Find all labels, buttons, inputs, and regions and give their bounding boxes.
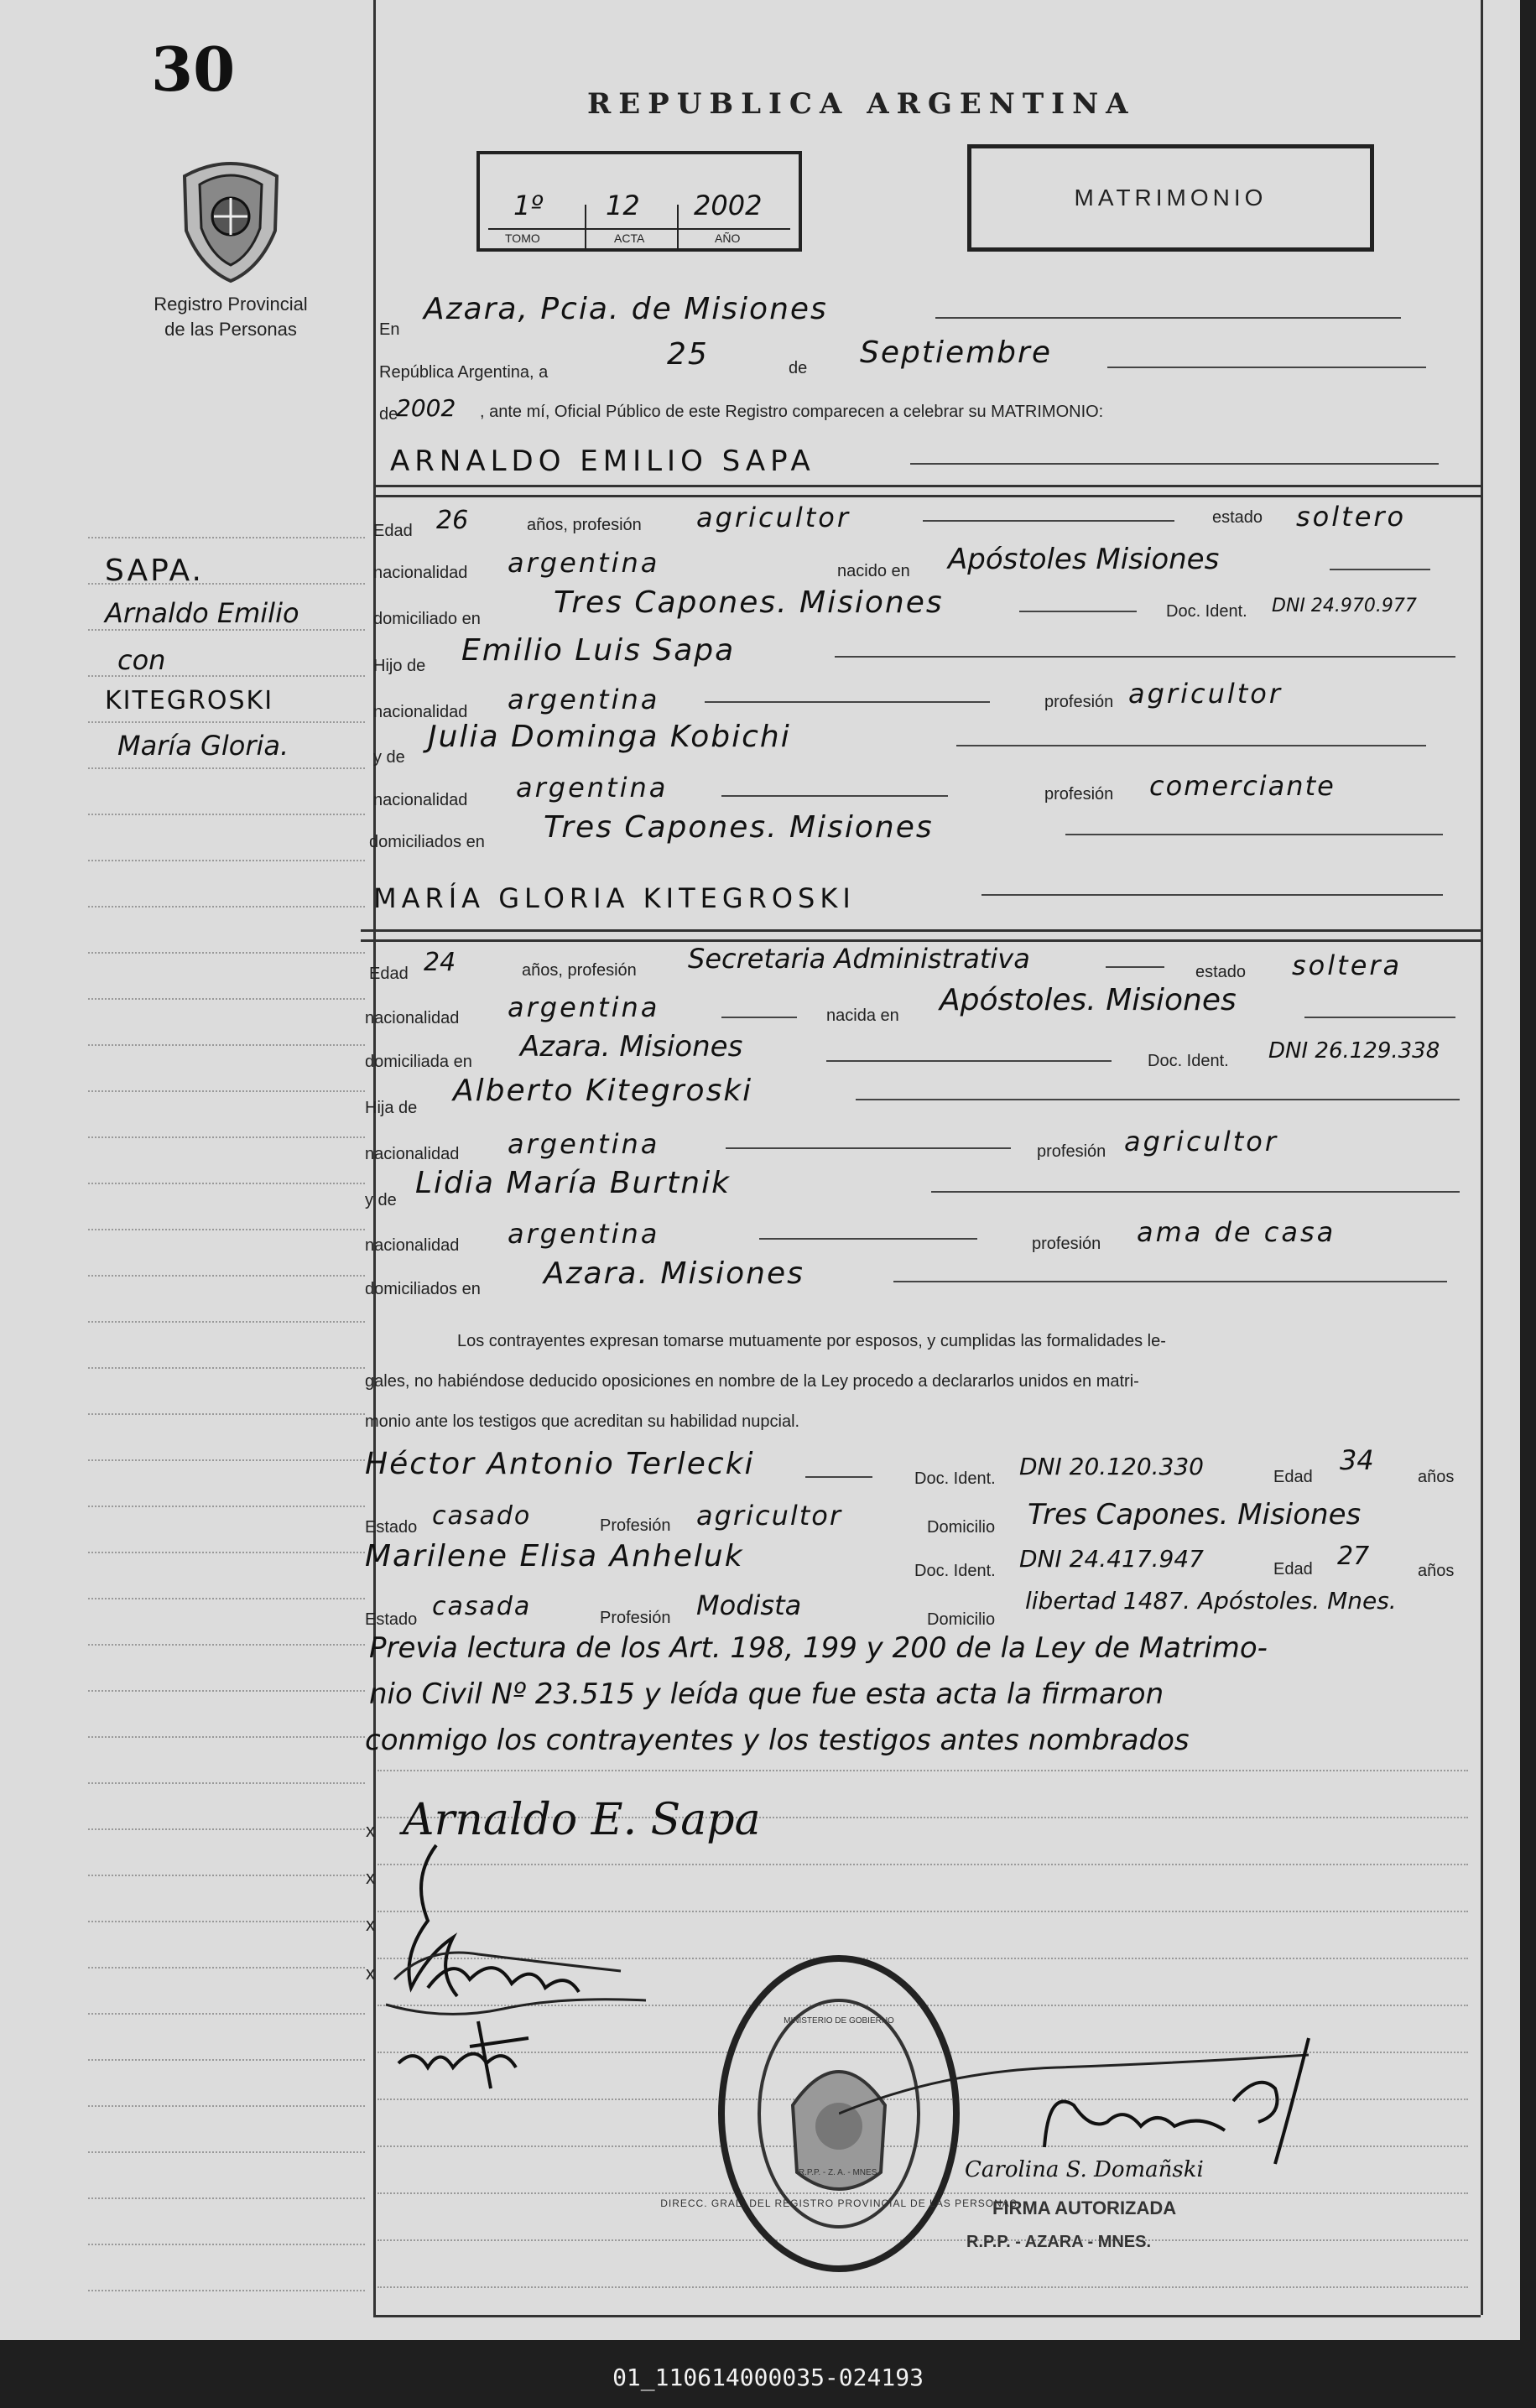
bride-padre-prof: agricultor (1124, 1126, 1279, 1157)
witness2-dom: libertad 1487. Apóstoles. Mnes. (1025, 1587, 1397, 1615)
witness1-doc-label: Doc. Ident. (914, 1469, 996, 1488)
margin-ruled-line (88, 537, 365, 538)
groom-estado: soltero (1296, 501, 1407, 533)
bride-nacida-label: nacida en (826, 1006, 899, 1025)
groom-madre: Julia Dominga Kobichi (428, 720, 791, 754)
registry-crest-icon (176, 151, 285, 285)
groom-doc-label: Doc. Ident. (1166, 602, 1247, 621)
witness2-edad-label: Edad (1273, 1560, 1313, 1578)
tomo-label: TOMO (505, 231, 540, 245)
bride-doc: DNI 26.129.338 (1268, 1038, 1440, 1064)
body-ruled-line (377, 2286, 1468, 2288)
witness1-name: Héctor Antonio Terlecki (365, 1447, 755, 1481)
margin-ruled-line (88, 1921, 365, 1922)
margin-ruled-line (88, 1598, 365, 1599)
groom-dom: Tres Capones. Misiones (554, 585, 944, 620)
declaration-line3: monio ante los testigos que acreditan su habilidad nupcial. (365, 1412, 800, 1431)
margin-note-line: KITEGROSKI (105, 686, 274, 715)
country-title: REPUBLICA ARGENTINA (587, 87, 1136, 121)
closing-line2: nio Civil Nº 23.515 y leída que fue esta acta la firmaron (369, 1677, 1164, 1711)
margin-ruled-line (88, 1183, 365, 1184)
bride-dom-padres-label: domiciliados en (365, 1280, 481, 1298)
margin-note-line: María Gloria. (117, 730, 289, 762)
margin-ruled-line (88, 1044, 365, 1046)
record-number-box (476, 151, 802, 252)
intro-text: , ante mí, Oficial Público de este Registro comparecen a celebrar su MATRIMONIO: (480, 403, 1104, 421)
margin-ruled-line (88, 1736, 365, 1738)
year-prefix: de (379, 405, 398, 424)
bride-madre-nac: argentina (508, 1218, 660, 1250)
witness1-prof: agricultor (696, 1500, 843, 1532)
bride-profesion: Secretaria Administrativa (688, 943, 1030, 975)
year-value: 2002 (396, 394, 456, 422)
signature-mark: x (366, 1914, 375, 1935)
groom-madre-prof: comerciante (1149, 770, 1336, 802)
record-type-box (967, 144, 1374, 252)
witness1-doc: DNI 20.120.330 (1019, 1453, 1204, 1480)
groom-dom-padres-label: domiciliados en (369, 833, 485, 851)
margin-ruled-line (88, 1967, 365, 1969)
bride-madre-prof-label: profesión (1032, 1235, 1101, 1253)
bride-yde-label: y de (365, 1191, 397, 1209)
bride-edad-label: Edad (369, 965, 409, 983)
margin-ruled-line (88, 1367, 365, 1369)
groom-padre-nac-label: nacionalidad (373, 703, 468, 721)
bride-padre: Alberto Kitegroski (453, 1074, 753, 1108)
office-label: R.P.P. - AZARA - MNES. (966, 2233, 1152, 2251)
margin-ruled-line (88, 860, 365, 861)
groom-nac-label: nacionalidad (373, 564, 468, 582)
footer-id: 01_110614000035-024193 (612, 2364, 924, 2391)
place-value: Azara, Pcia. de Misiones (424, 292, 828, 326)
bride-madre: Lidia María Burtnik (415, 1166, 731, 1200)
acta-value: 12 (606, 190, 640, 221)
groom-hijo-label: Hijo de (373, 657, 426, 675)
margin-note-line: con (117, 644, 166, 676)
margin-note-line: Arnaldo Emilio (105, 597, 299, 629)
de-label: de (789, 359, 808, 377)
bride-dom-padres: Azara. Misiones (544, 1256, 804, 1291)
margin-ruled-line (88, 1690, 365, 1692)
margin-note-line: SAPA. (105, 554, 204, 588)
witness2-dom-label: Domicilio (927, 1610, 996, 1629)
body-ruled-line (377, 1770, 1468, 1771)
bride-dom-label: domiciliada en (365, 1053, 472, 1071)
bride-nacida: Apóstoles. Misiones (940, 983, 1237, 1017)
declaration-line1: Los contrayentes expresan tomarse mutuamente por esposos, y cumplidas las formalidades le- (457, 1332, 1166, 1350)
witness1-anos-label: años (1418, 1468, 1455, 1486)
margin-ruled-line (88, 906, 365, 908)
bride-name: MARÍA GLORIA KITEGROSKI (373, 882, 856, 914)
groom-anos-label: años, profesión (527, 516, 642, 534)
groom-nac: argentina (508, 547, 660, 579)
margin-ruled-line (88, 2059, 365, 2061)
closing-line3: conmigo los contrayentes y los testigos antes nombrados (365, 1724, 1190, 1757)
acta-label: ACTA (614, 231, 645, 245)
witness1-edad: 34 (1340, 1444, 1374, 1476)
margin-ruled-line (88, 629, 365, 631)
bride-anos-label: años, profesión (522, 961, 637, 980)
bride-nac-label: nacionalidad (365, 1009, 460, 1027)
bride-edad: 24 (424, 948, 456, 977)
signature-mark: x (366, 1820, 375, 1841)
republica-label: República Argentina, a (379, 363, 549, 382)
ano-label: AÑO (715, 231, 741, 245)
stamp-inner: MINISTERIO DE GOBIERNO (784, 2016, 894, 2026)
page-number: 30 (151, 34, 236, 105)
witness2-doc: DNI 24.417.947 (1019, 1545, 1204, 1573)
witness2-anos-label: años (1418, 1562, 1455, 1580)
margin-ruled-line (88, 2290, 365, 2291)
margin-ruled-line (88, 721, 365, 723)
registry-label-line1: Registro Provincial (154, 294, 308, 315)
groom-madre-prof-label: profesión (1044, 785, 1114, 804)
month-value: Septiembre (860, 335, 1052, 370)
groom-padre: Emilio Luis Sapa (461, 633, 736, 668)
margin-ruled-line (88, 767, 365, 769)
witness-signatures (377, 1828, 679, 2105)
signature-mark: x (366, 1963, 375, 1984)
bride-hija-label: Hija de (365, 1099, 418, 1117)
firma-label: FIRMA AUTORIZADA (992, 2197, 1177, 2218)
groom-estado-label: estado (1212, 508, 1263, 527)
margin-ruled-line (88, 2197, 365, 2199)
witness1-prof-label: Profesión (600, 1516, 671, 1535)
page-bottom-line (373, 2315, 1481, 2317)
bride-padre-nac-label: nacionalidad (365, 1145, 460, 1163)
margin-ruled-line (88, 1782, 365, 1784)
witness2-edad: 27 (1337, 1542, 1370, 1571)
bride-madre-nac-label: nacionalidad (365, 1236, 460, 1255)
bride-estado-label: estado (1195, 963, 1247, 981)
official-name: Carolina S. Domañski (965, 2157, 1204, 2182)
bride-madre-prof: ama de casa (1137, 1216, 1336, 1248)
witness2-estado-label: Estado (365, 1610, 418, 1629)
bride-padre-prof-label: profesión (1037, 1142, 1106, 1161)
margin-ruled-line (88, 1828, 365, 1830)
witness2-doc-label: Doc. Ident. (914, 1562, 996, 1580)
groom-yde-label: y de (373, 748, 405, 767)
groom-dom-padres: Tres Capones. Misiones (544, 810, 934, 845)
bride-doc-label: Doc. Ident. (1148, 1052, 1229, 1070)
groom-doc: DNI 24.970.977 (1272, 595, 1417, 616)
groom-nacido-label: nacido en (837, 562, 910, 580)
signature-mark: x (366, 1867, 375, 1888)
witness1-dom-label: Domicilio (927, 1518, 996, 1537)
groom-edad-label: Edad (373, 522, 413, 540)
groom-padre-prof-label: profesión (1044, 693, 1114, 711)
witness1-dom: Tres Capones. Misiones (1028, 1498, 1362, 1532)
groom-name: ARNALDO EMILIO SAPA (390, 445, 815, 478)
margin-ruled-line (88, 814, 365, 815)
witness2-name: Marilene Elisa Anheluk (365, 1539, 744, 1573)
margin-ruled-line (88, 2105, 365, 2107)
record-type: MATRIMONIO (1074, 185, 1268, 211)
margin-ruled-line (88, 1875, 365, 1876)
groom-madre-nac: argentina (516, 772, 669, 804)
margin-ruled-line (88, 1459, 365, 1461)
bride-estado: soltera (1292, 949, 1403, 981)
en-label: En (379, 320, 400, 339)
groom-edad: 26 (436, 506, 469, 535)
witness2-prof: Modista (696, 1589, 802, 1621)
official-signature (839, 2021, 1359, 2172)
margin-ruled-line (88, 998, 365, 1000)
margin-ruled-line (88, 1644, 365, 1646)
bride-padre-nac: argentina (508, 1128, 660, 1160)
groom-profesion: agricultor (696, 502, 851, 533)
witness1-estado: casado (432, 1501, 532, 1531)
bride-dom: Azara. Misiones (520, 1030, 743, 1064)
bride-nac: argentina (508, 991, 660, 1023)
margin-ruled-line (88, 1275, 365, 1277)
witness1-estado-label: Estado (365, 1518, 418, 1537)
witness1-edad-label: Edad (1273, 1468, 1313, 1486)
margin-ruled-line (88, 1506, 365, 1507)
groom-padre-prof: agricultor (1128, 678, 1283, 710)
witness2-prof-label: Profesión (600, 1609, 671, 1627)
margin-ruled-line (88, 1552, 365, 1553)
declaration-line2: gales, no habiéndose deducido oposiciones en nombre de la Ley procedo a declararlos unidos en matri- (365, 1372, 1139, 1391)
margin-ruled-line (88, 2151, 365, 2153)
groom-madre-nac-label: nacionalidad (373, 791, 468, 809)
margin-ruled-line (88, 2244, 365, 2245)
margin-ruled-line (88, 952, 365, 954)
day-value: 25 (667, 337, 709, 372)
margin-ruled-line (88, 1413, 365, 1415)
stamp-text: DIRECC. GRAL. DEL REGISTRO PROVINCIAL DE LAS PERSONAS (660, 2197, 1018, 2209)
margin-ruled-line (88, 1090, 365, 1092)
stamp-bottom: R.P.P. - Z. A. - MNES. (798, 2168, 880, 2177)
registry-label-line2: de las Personas (164, 319, 297, 340)
witness2-estado: casada (432, 1592, 532, 1621)
margin-ruled-line (88, 1229, 365, 1230)
groom-nacido: Apóstoles Misiones (948, 543, 1220, 576)
margin-ruled-line (88, 2013, 365, 2015)
groom-padre-nac: argentina (508, 684, 660, 715)
groom-dom-label: domiciliado en (373, 610, 481, 628)
tomo-value: 1º (513, 190, 544, 221)
closing-line1: Previa lectura de los Art. 198, 199 y 200 de la Ley de Matrimo- (369, 1631, 1268, 1665)
groom-signature: Arnaldo E. Sapa (403, 1795, 761, 1845)
margin-ruled-line (88, 1136, 365, 1138)
ano-value: 2002 (694, 190, 763, 221)
right-border (1481, 0, 1483, 2315)
margin-ruled-line (88, 1321, 365, 1323)
